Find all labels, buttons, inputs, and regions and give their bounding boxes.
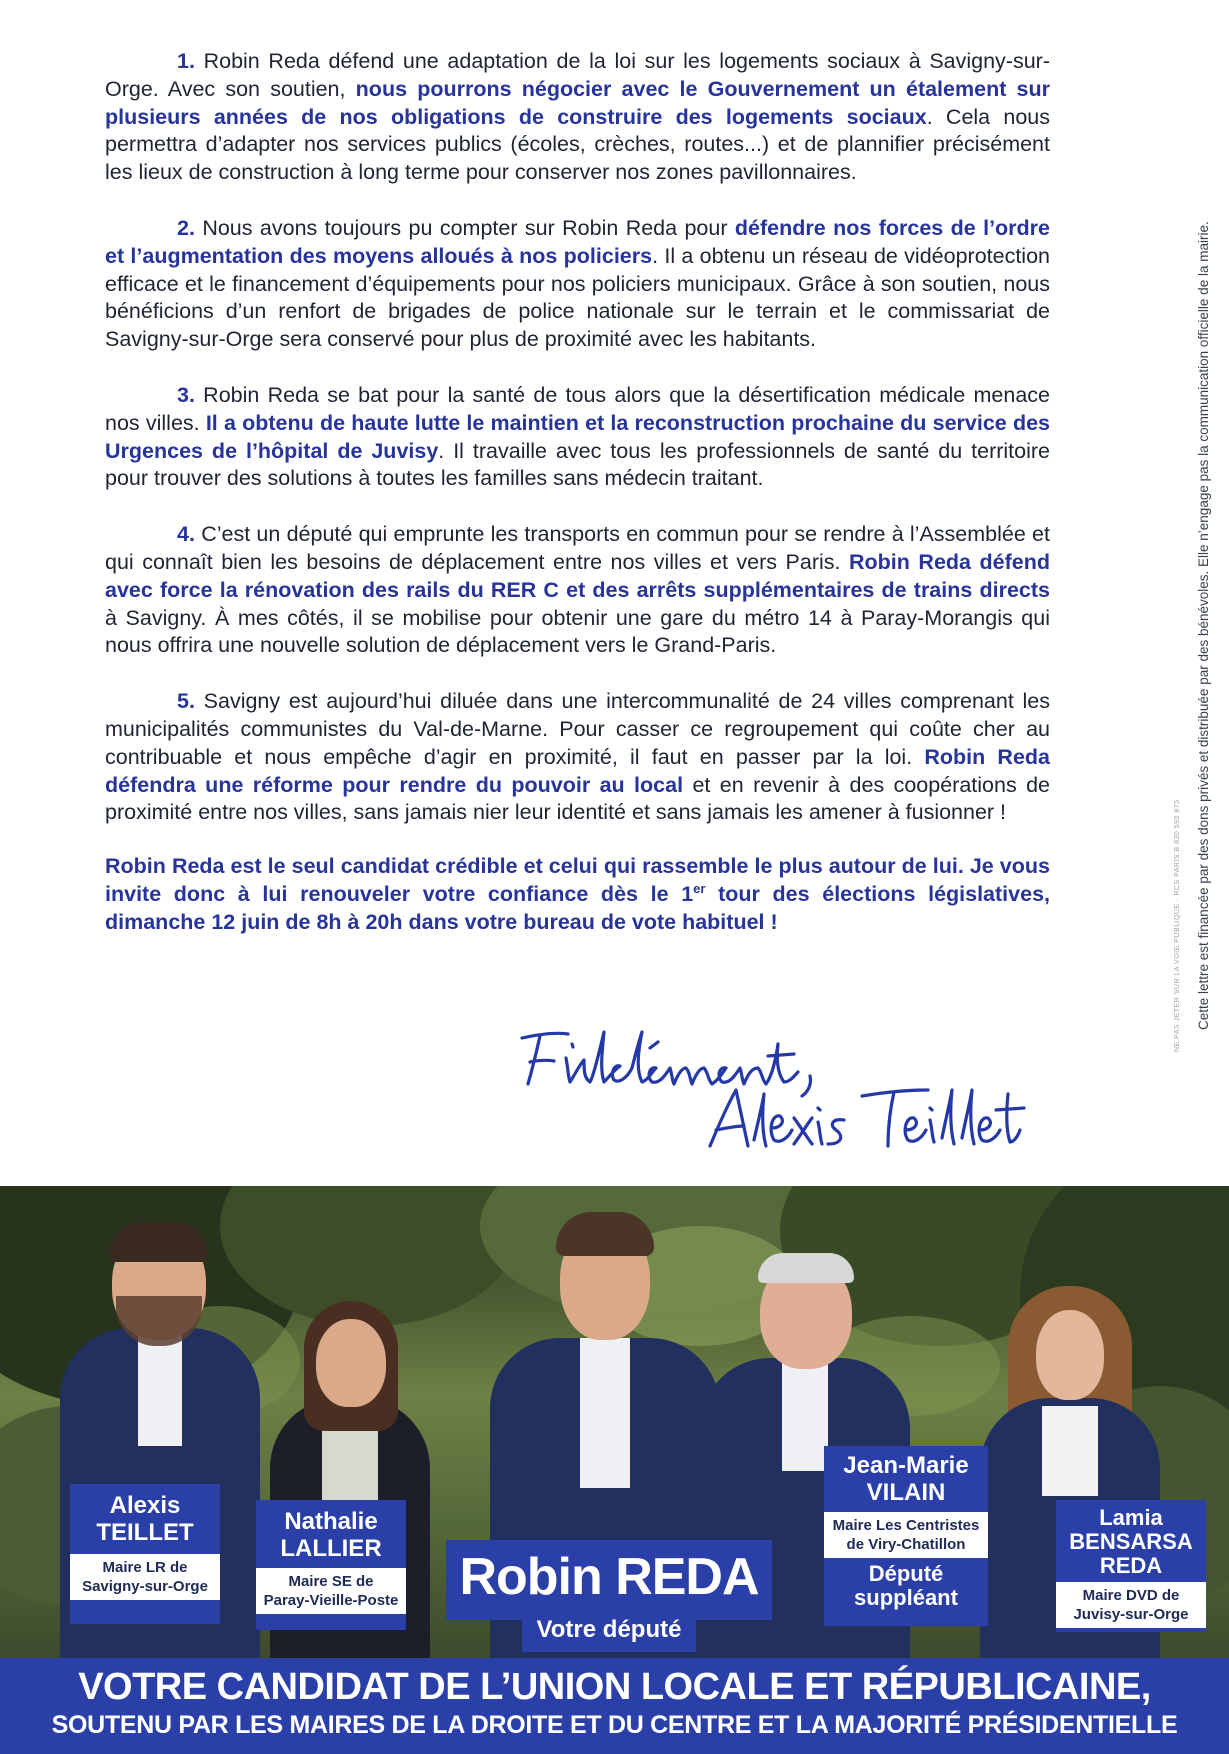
slogan-banner [0, 1658, 1229, 1754]
first-name: Alexis [109, 1492, 181, 1519]
paragraph-text: . Il a obtenu un réseau de vidéoprotection efficace et le financement d’équipements pour nos policiers municipaux. Grâce à son soutien, nous bénéficions d’un renfort de brigades de police nationale sur le terrain et le commissariat de Savigny-sur-Orge sera conservé pour plus de proximité avec les habitants. [105, 243, 1050, 352]
candidate-name: Robin REDA [459, 1548, 759, 1606]
role-line: Savigny-sur-Orge [82, 1578, 208, 1595]
paragraph-text: Savigny est aujourd’hui diluée dans une intercommunalité de 24 villes comprenant les municipalités communistes du Val-de-Marne. Pour casser ce regroupement qui coûte cher au contribuable et nous empêche d’agir en proximité, il faut en passer par la loi. [105, 689, 1050, 769]
card-robin-reda [446, 1540, 772, 1643]
slogan-line-2: SOUTENU PAR LES MAIRES DE LA DROITE ET DU CENTRE ET LA MAJORITÉ PRÉSIDENTIELLE [51, 1711, 1178, 1739]
paragraph-number: 4. [177, 522, 195, 547]
first-name: Jean-Marie [843, 1452, 969, 1479]
paragraph-number: 1. [177, 49, 195, 73]
card-alexis-teillet [70, 1484, 220, 1624]
last-name: LALLIER [280, 1535, 382, 1562]
paragraph-highlight: nous pourrons négocier avec le Gouvernement un étalement sur plusieurs années de nos obligations de construire des logements sociaux [105, 76, 1050, 129]
role-line: Maire DVD de [1082, 1587, 1180, 1604]
card-lamia-bensarsa-reda [1056, 1500, 1206, 1632]
paragraph-1 [105, 48, 1050, 187]
candidate-title: Votre député [522, 1610, 696, 1652]
card-nathalie-lallier [256, 1500, 406, 1630]
paragraph-text: à Savigny. À mes côtés, il se mobilise pour obtenir une gare du métro 14 à Paray-Morangis qui nous offrira une nouvelle solution de déplacement vers le Grand-Paris. [105, 605, 1050, 658]
funding-notice: Cette lettre est financée par des dons privés et distribuée par des bénévoles. Elle n’engage pas la communication officielle de la mairie. [1196, 221, 1211, 1030]
last-name: BENSARSA [1069, 1529, 1193, 1554]
paragraph-2 [105, 215, 1050, 354]
paragraph-number: 2. [177, 215, 195, 240]
role-line: Paray-Vieille-Poste [263, 1592, 399, 1609]
paragraph-text: . Il travaille avec tous les professionnels de santé du territoire pour trouver des solutions à toutes les familles sans médecin traitant. [105, 438, 1050, 491]
last-name: TEILLET [96, 1519, 194, 1546]
paragraph-text: Robin Reda défend une adaptation de la loi sur les logements sociaux à Savigny-sur-Orge. Avec son soutien, [105, 49, 1050, 101]
paragraph-4 [105, 521, 1050, 660]
letter-body [105, 48, 1050, 965]
ordinal-superscript: er [693, 880, 706, 896]
first-name: Nathalie [284, 1508, 378, 1535]
role-line: Maire Les Centristes [832, 1517, 980, 1534]
paragraph-highlight: Robin Reda défendra une réforme pour rendre du pouvoir au local [105, 744, 1051, 797]
closing-text: Robin Reda est le seul candidat crédible et celui qui rassemble le plus autour de lui. Je vous invite donc à lui renouveler votre confiance dès le 1 [105, 854, 1050, 906]
handwritten-signature [510, 1018, 1030, 1168]
last-name: VILAIN [866, 1479, 946, 1506]
role-line: de Viry-Chatillon [846, 1536, 966, 1553]
slogan-line-1: VOTRE CANDIDAT DE L’UNION LOCALE ET RÉPUBLICAINE, [78, 1666, 1151, 1708]
paragraph-text: et en revenir à des coopérations de proximité entre nos villes, sans jamais nier leur identité et sans jamais les amener à fusionner ! [105, 772, 1050, 825]
paragraph-3 [105, 382, 1050, 493]
paragraph-text: Nous avons toujours pu compter sur Robin Reda pour [194, 215, 735, 240]
paragraph-highlight: Il a obtenu de haute lutte le maintien et la reconstruction prochaine du service des Urgences de l’hôpital de Juvisy [105, 410, 1051, 463]
role-line: Maire SE de [288, 1573, 374, 1590]
legal-mention: NE PAS JETER SUR LA VOIE PUBLIQUE · RCS PARIS B 830 590 875 [1174, 799, 1181, 1052]
substitute-title: Député [868, 1561, 944, 1586]
paragraph-highlight: Robin Reda défend avec force la rénovation des rails du RER C et des arrêts supplémentaires de trains directs [105, 549, 1050, 602]
paragraph-text: C’est un député qui emprunte les transports en commun pour se rendre à l’Assemblée et qui connaît bien les besoins de déplacement entre nos villes et vers Paris. [105, 522, 1050, 574]
role-line: Juvisy-sur-Orge [1073, 1606, 1189, 1623]
paragraph-number: 5. [177, 689, 195, 714]
paragraph-text: . Cela nous permettra d’adapter nos services publics (écoles, crèches, routes...) et de plannifier précisément les lieux de construction à long terme pour conserver nos zones pavillonnaires. [105, 104, 1050, 185]
paragraph-5 [105, 688, 1050, 827]
closing-paragraph [105, 853, 1050, 936]
substitute-title: suppléant [854, 1585, 958, 1610]
card-jean-marie-vilain [824, 1446, 988, 1626]
paragraph-highlight: défendre nos forces de l’ordre et l’augmentation des moyens alloués à nos policiers [105, 215, 1050, 268]
paragraph-text: Robin Reda se bat pour la santé de tous alors que la désertification médicale menace nos villes. [105, 382, 1050, 435]
closing-text: tour des élections législatives, dimanche 12 juin de 8h à 20h dans votre bureau de vote habituel ! [105, 881, 1050, 934]
paragraph-number: 3. [177, 382, 195, 407]
role-line: Maire LR de [102, 1559, 188, 1576]
first-name: Lamia [1099, 1505, 1163, 1530]
last-name: REDA [1099, 1553, 1163, 1578]
